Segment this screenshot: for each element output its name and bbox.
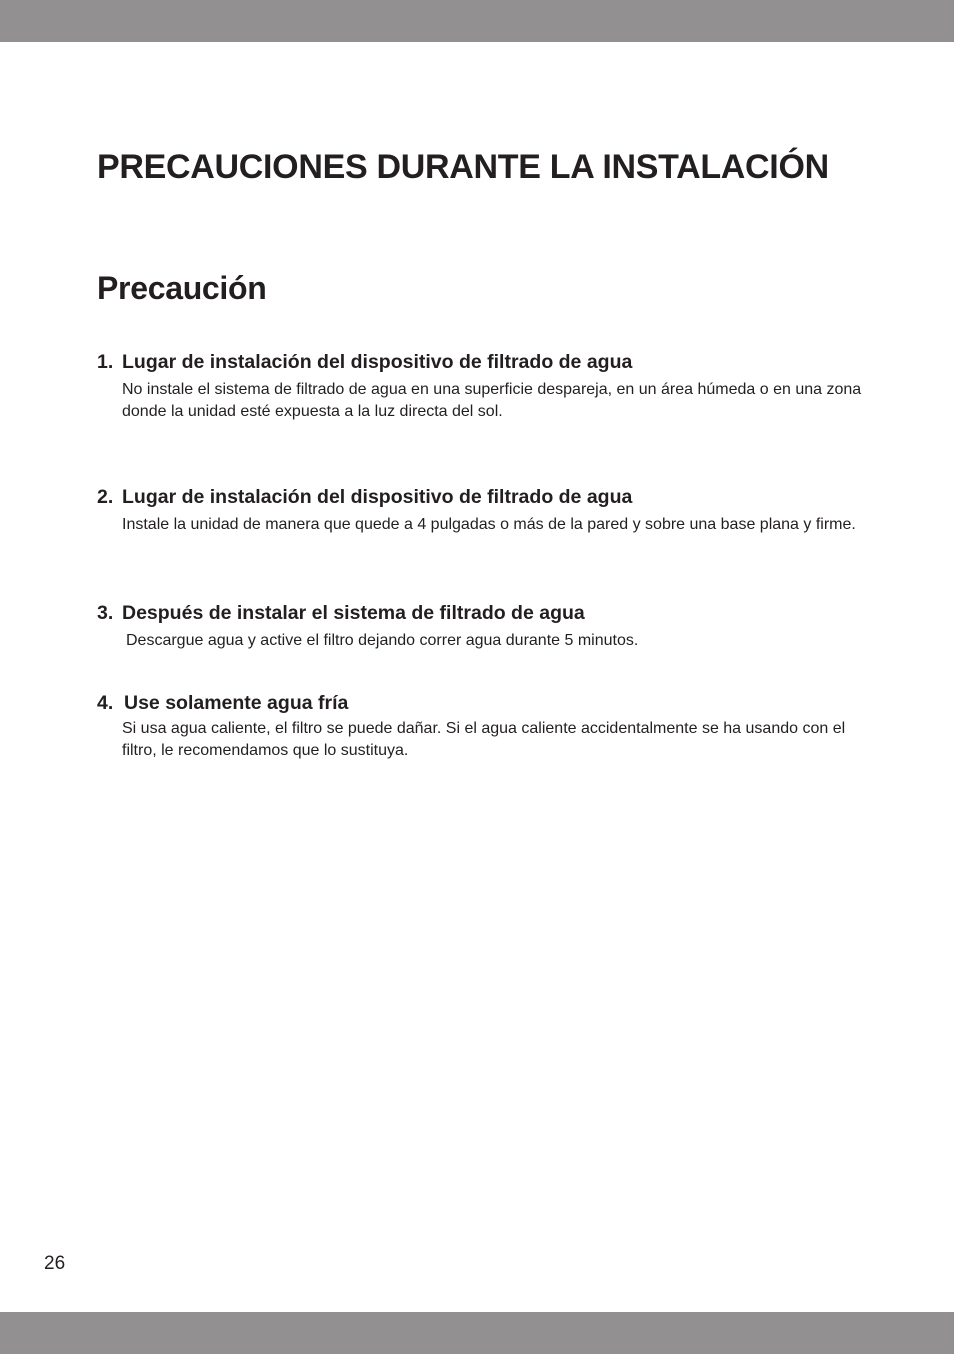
item-heading: [97, 349, 867, 375]
section-title: Precaución: [97, 270, 267, 306]
item-body: Si usa agua caliente, el filtro se puede dañar. Si el agua caliente accidentalmente se ha usando con el filtro, le recomendamos que lo sustituya.: [122, 720, 846, 759]
footer-band: [0, 1312, 954, 1354]
item-heading-text: Use solamente agua fría: [124, 692, 349, 714]
item-number: 3.: [97, 602, 114, 624]
item-heading: [97, 600, 867, 626]
item-heading: [97, 484, 867, 510]
page-number: 26: [44, 1253, 66, 1274]
page-title: PRECAUCIONES DURANTE LA INSTALACIÓN: [97, 148, 829, 186]
item-heading-text: Lugar de instalación del dispositivo de filtrado de agua: [122, 351, 633, 373]
list-item: [97, 600, 867, 652]
item-heading: [97, 690, 867, 716]
item-body: No instale el sistema de filtrado de agua en una superficie despareja, en un área húmeda o en una zona donde la unidad esté expuesta a la luz directa del sol.: [122, 381, 862, 420]
item-number: 1.: [97, 351, 114, 373]
item-body: Instale la unidad de manera que quede a 4 pulgadas o más de la pared y sobre una base plana y firme.: [122, 516, 856, 533]
item-heading-text: Lugar de instalación del dispositivo de filtrado de agua: [122, 486, 633, 508]
item-body: Descargue agua y active el filtro dejando correr agua durante 5 minutos.: [126, 632, 639, 649]
header-band: [0, 0, 954, 42]
list-item: [97, 349, 867, 423]
item-number: 2.: [97, 486, 114, 508]
list-item: [97, 690, 867, 762]
list-item: [97, 484, 867, 536]
item-number: 4.: [97, 692, 114, 714]
item-heading-text: Después de instalar el sistema de filtrado de agua: [122, 602, 585, 624]
